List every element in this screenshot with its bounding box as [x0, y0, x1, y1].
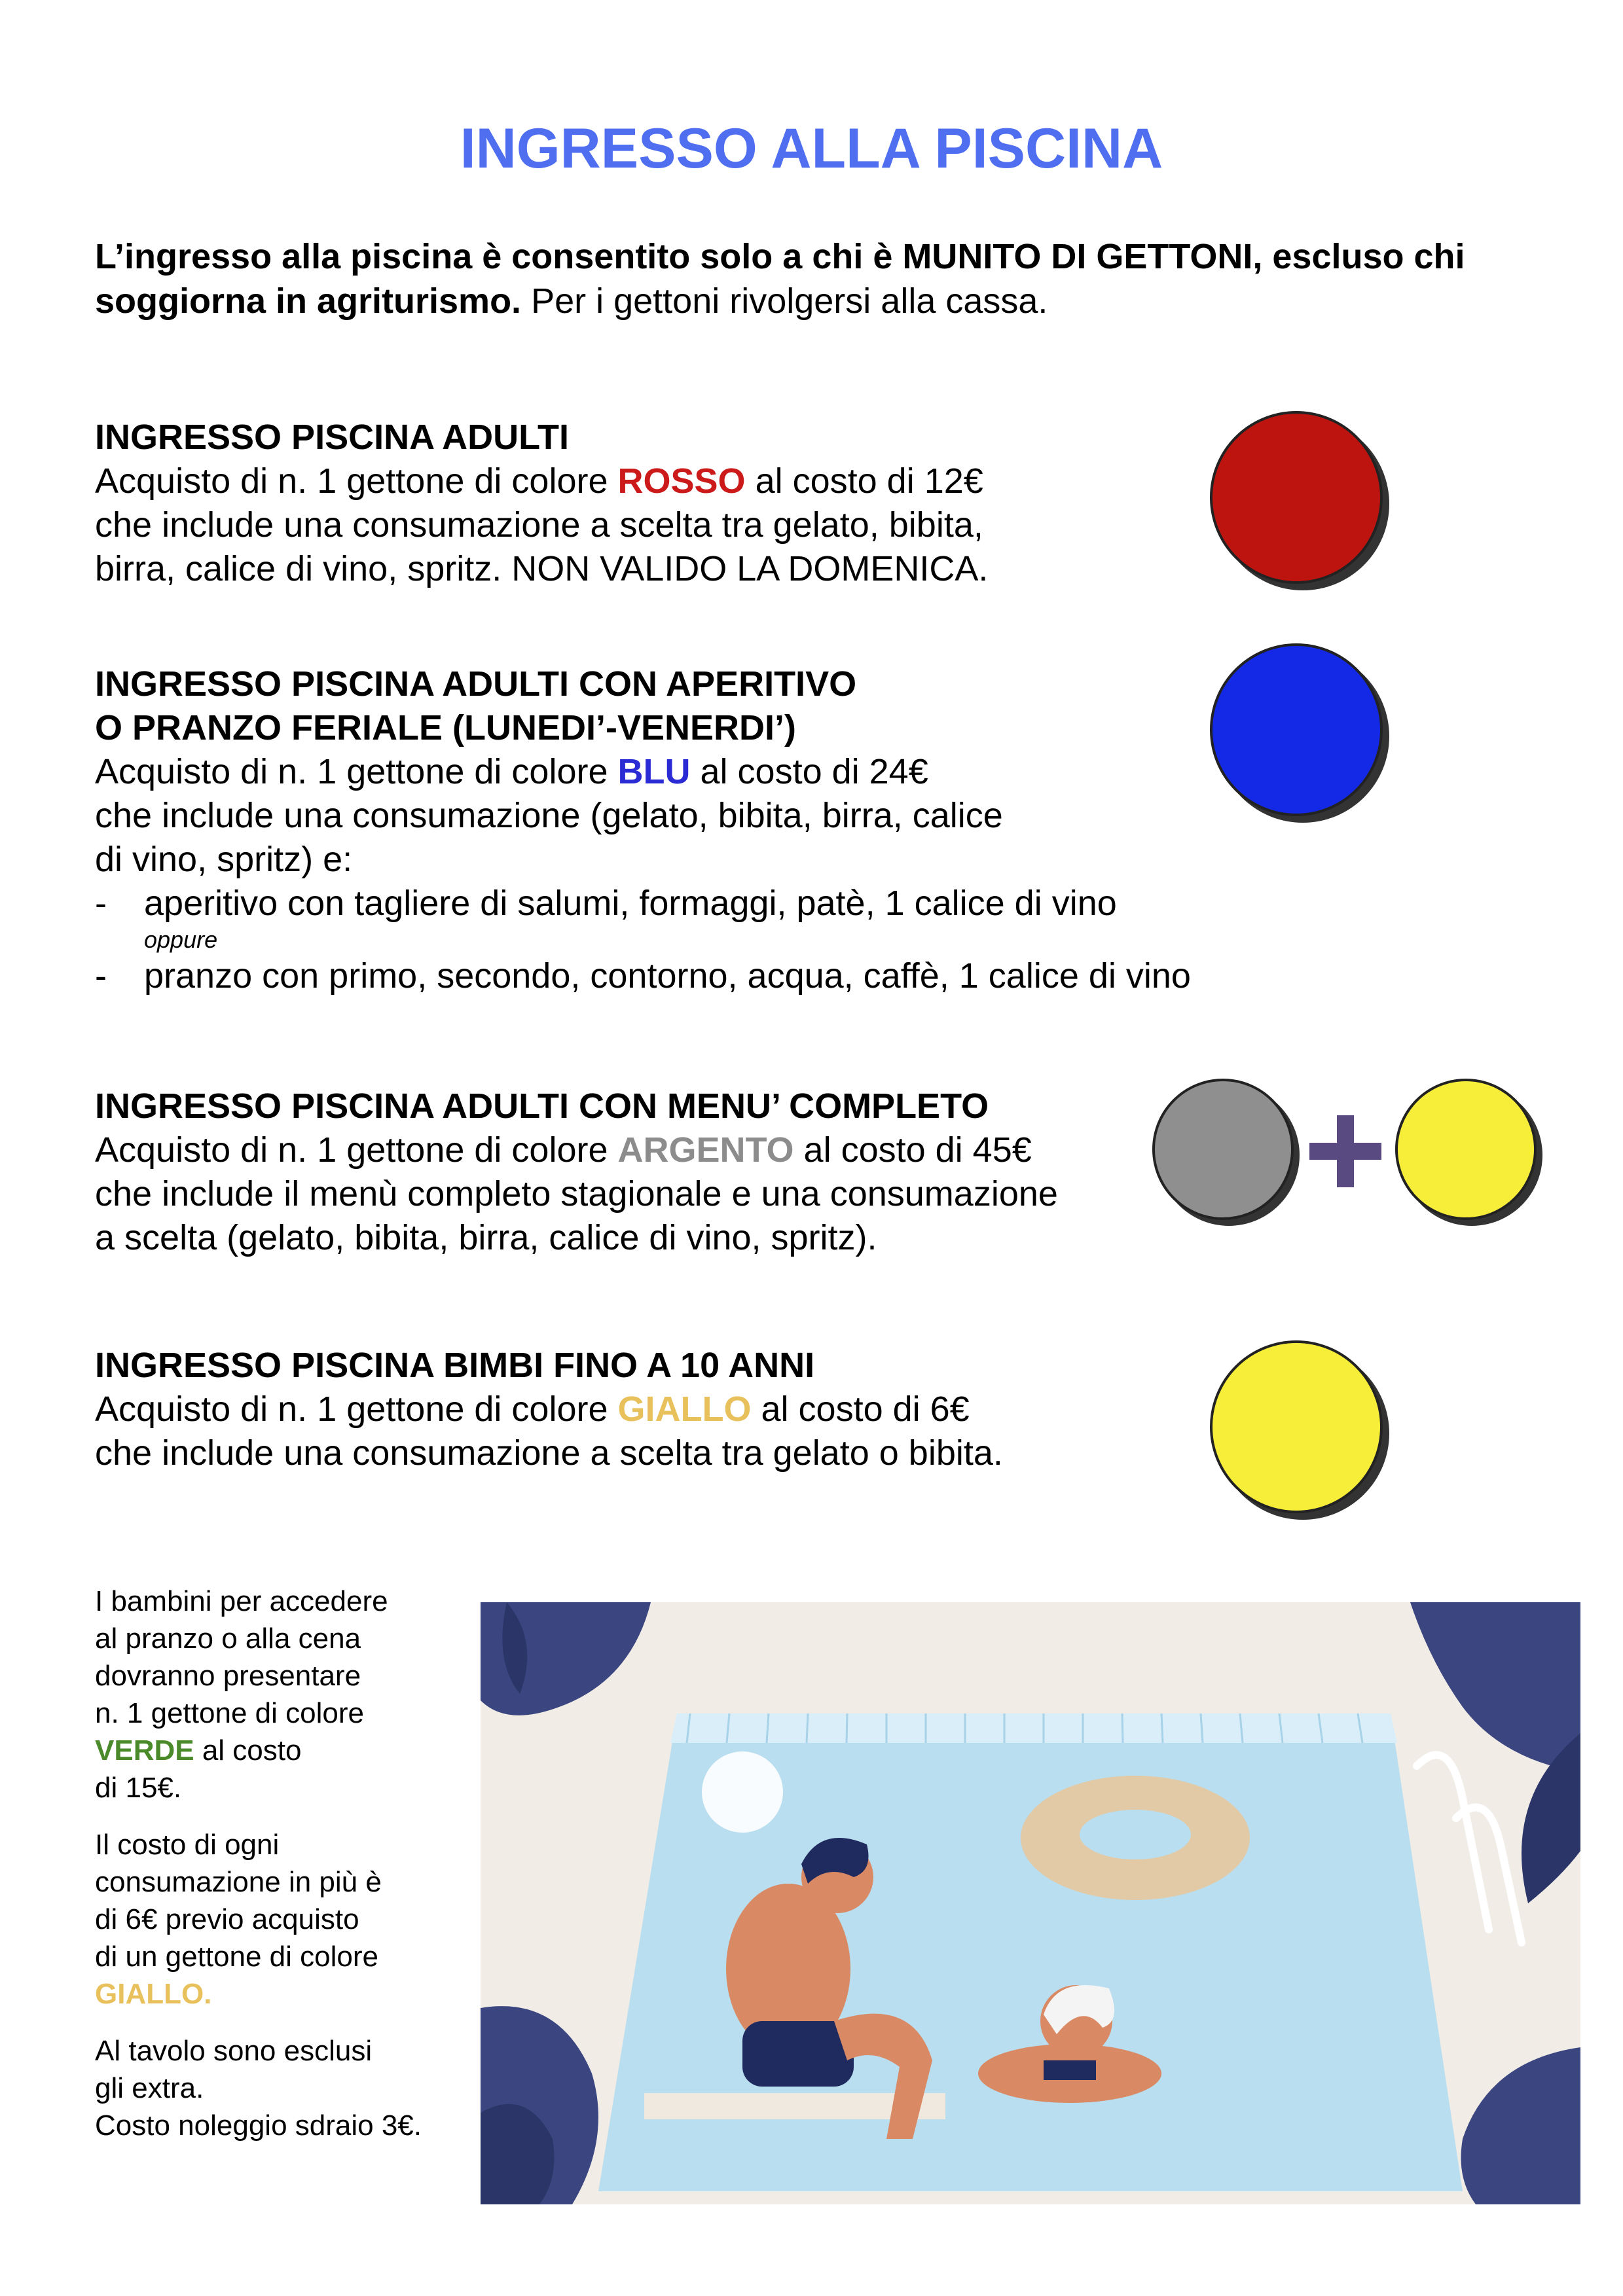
- option-list: [95, 882, 1191, 925]
- silver-plus-yellow-tokens-icon: [1152, 1073, 1558, 1244]
- section-line: a scelta (gelato, bibita, birra, calice di vino, spritz).: [95, 1218, 877, 1257]
- section-line: [95, 1128, 1058, 1172]
- note-line: al costo: [194, 1734, 302, 1767]
- section-line: di vino, spritz) e:: [95, 840, 353, 879]
- line-text: Acquisto di n. 1 gettone di colore: [95, 1130, 618, 1170]
- line-text: al costo di 24€: [690, 752, 928, 791]
- note-line: di 6€ previo acquisto: [95, 1903, 359, 1935]
- section-line: [95, 459, 988, 503]
- section-heading: O PRANZO FERIALE (LUNEDI’-VENERDI’): [95, 708, 797, 747]
- float-ring-hole: [1080, 1810, 1191, 1859]
- note-line: I bambini per accedere: [95, 1585, 388, 1617]
- note-line: consumazione in più è: [95, 1866, 382, 1898]
- line-text: al costo di 6€: [751, 1390, 970, 1429]
- note-line: Al tavolo sono esclusi: [95, 2035, 373, 2067]
- note-line: n. 1 gettone di colore: [95, 1697, 364, 1729]
- note-line: di un gettone di colore: [95, 1941, 378, 1973]
- note-line: di 15€.: [95, 1772, 182, 1804]
- section-line: [95, 750, 1191, 794]
- section-line: [95, 1388, 1003, 1431]
- color-word-verde: VERDE: [95, 1734, 194, 1767]
- note-line: dovranno presentare: [95, 1660, 361, 1692]
- note-children: [95, 1583, 481, 1806]
- color-word-giallo: GIALLO.: [95, 1978, 212, 2010]
- intro-normal: Per i gettoni rivolgersi alla cassa.: [521, 281, 1048, 321]
- line-text: al costo di 12€: [745, 461, 983, 501]
- yellow-token-icon: [1205, 1335, 1401, 1532]
- plus-icon-v: [1337, 1115, 1354, 1187]
- token-face: [1211, 1342, 1381, 1512]
- section-line: che include il menù completo stagionale e una consumazione: [95, 1174, 1058, 1213]
- color-word-rosso: ROSSO: [617, 461, 746, 501]
- red-token-icon: [1205, 406, 1401, 602]
- intro-text: [95, 234, 1548, 323]
- list-item-text: aperitivo con tagliere di salumi, formaggi, patè, 1 calice di vino: [144, 884, 1117, 923]
- color-word-giallo: GIALLO: [617, 1390, 752, 1429]
- silver-token-face: [1154, 1080, 1292, 1219]
- dash: -: [95, 884, 107, 923]
- note-table: [95, 2032, 481, 2144]
- note-line: Costo noleggio sdraio 3€.: [95, 2109, 422, 2142]
- section-aperitivo: [95, 662, 1191, 998]
- dash: -: [95, 956, 107, 996]
- list-item: [95, 882, 1191, 925]
- section-heading: INGRESSO PISCINA BIMBI FINO A 10 ANNI: [95, 1346, 815, 1385]
- section-line: che include una consumazione (gelato, bibita, birra, calice: [95, 796, 1003, 835]
- section-bimbi: [95, 1344, 1003, 1475]
- line-text: Acquisto di n. 1 gettone di colore: [95, 461, 618, 501]
- section-line: birra, calice di vino, spritz. NON VALIDO LA DOMENICA.: [95, 549, 989, 588]
- list-item-text: pranzo con primo, secondo, contorno, acqua, caffè, 1 calice di vino: [144, 956, 1191, 996]
- side-notes: [95, 1583, 481, 2164]
- pool-tiles: [670, 1713, 1397, 1743]
- section-line: che include una consumazione a scelta tra gelato o bibita.: [95, 1433, 1003, 1473]
- yellow-token-face: [1396, 1080, 1535, 1219]
- oppure-label: oppure: [144, 926, 218, 953]
- pool-illustration: [481, 1602, 1580, 2204]
- color-word-blu: BLU: [617, 752, 691, 791]
- note-line: gli extra.: [95, 2072, 204, 2104]
- token-face: [1211, 412, 1381, 583]
- color-word-argento: ARGENTO: [617, 1130, 794, 1170]
- list-item: [95, 954, 1191, 998]
- section-heading: INGRESSO PISCINA ADULTI CON APERITIVO: [95, 664, 857, 704]
- section-heading: INGRESSO PISCINA ADULTI: [95, 418, 570, 457]
- line-text: Acquisto di n. 1 gettone di colore: [95, 1390, 618, 1429]
- page-title: INGRESSO ALLA PISCINA: [460, 117, 1163, 180]
- intro-bold: L’ingresso alla piscina è consentito solo a chi è MUNITO DI GETTONI, escluso chi soggiorna in agriturismo.: [95, 237, 1465, 321]
- note-line: al pranzo o alla cena: [95, 1623, 361, 1655]
- section-adulti: [95, 416, 988, 591]
- line-text: Acquisto di n. 1 gettone di colore: [95, 752, 618, 791]
- line-text: al costo di 45€: [793, 1130, 1032, 1170]
- token-face: [1211, 645, 1381, 815]
- option-list: [95, 954, 1191, 998]
- note-line: Il costo di ogni: [95, 1829, 280, 1861]
- section-line: che include una consumazione a scelta tra gelato, bibita,: [95, 505, 983, 545]
- section-heading: INGRESSO PISCINA ADULTI CON MENU’ COMPLETO: [95, 1086, 989, 1126]
- blue-token-icon: [1205, 638, 1401, 834]
- sun-reflection-icon: [702, 1751, 783, 1833]
- note-extra-cost: [95, 1826, 481, 2013]
- section-menu: [95, 1085, 1058, 1260]
